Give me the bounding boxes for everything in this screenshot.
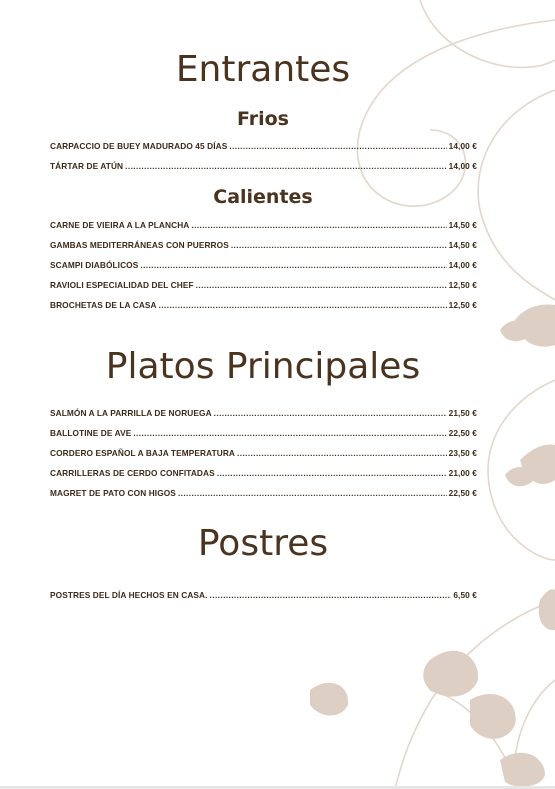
dish-price: 14,00 € bbox=[448, 161, 477, 171]
dish-name: BROCHETAS DE LA CASA bbox=[50, 300, 157, 310]
dot-leader bbox=[191, 220, 446, 230]
section-title-platos-principales: Platos Principales bbox=[105, 346, 421, 387]
menu-item bbox=[50, 468, 477, 488]
dish-price: 12,50 € bbox=[448, 280, 477, 290]
dish-price: 23,50 € bbox=[448, 448, 477, 458]
dot-leader bbox=[229, 141, 446, 151]
dot-leader bbox=[140, 260, 446, 270]
dish-price: 21,00 € bbox=[448, 468, 477, 478]
dish-price: 14,00 € bbox=[448, 260, 477, 270]
dish-price: 12,50 € bbox=[448, 300, 477, 310]
menu-item bbox=[50, 260, 477, 280]
subsection-title-frios: Frios bbox=[236, 108, 289, 130]
dish-name: BALLOTINE DE AVE bbox=[50, 428, 132, 438]
menu-item bbox=[50, 408, 477, 428]
dot-leader bbox=[159, 300, 447, 310]
dish-price: 22,50 € bbox=[448, 488, 477, 498]
subsection-title-calientes: Calientes bbox=[213, 186, 313, 208]
dish-price: 14,00 € bbox=[448, 141, 477, 151]
dot-leader bbox=[196, 280, 447, 290]
dish-name: CARNE DE VIEIRA A LA PLANCHA bbox=[50, 220, 190, 230]
dish-name: SALMÓN A LA PARRILLA DE NORUEGA bbox=[50, 408, 212, 418]
dish-price: 21,50 € bbox=[448, 408, 477, 418]
dish-name: TÁRTAR DE ATÚN bbox=[50, 161, 124, 171]
menu-item bbox=[50, 141, 477, 161]
section-title-postres: Postres bbox=[197, 523, 329, 564]
dish-price: 6,50 € bbox=[453, 590, 477, 600]
dot-leader bbox=[214, 408, 447, 418]
dot-leader bbox=[237, 448, 447, 458]
menu-item bbox=[50, 448, 477, 468]
dish-price: 22,50 € bbox=[448, 428, 477, 438]
menu-item bbox=[50, 300, 477, 320]
dot-leader bbox=[217, 468, 447, 478]
menu-item bbox=[50, 428, 477, 448]
dish-name: RAVIOLI ESPECIALIDAD DEL CHEF bbox=[50, 280, 194, 290]
menu-list-frios bbox=[50, 141, 477, 181]
section-title-entrantes: Entrantes bbox=[175, 49, 351, 90]
menu-list-calientes bbox=[50, 220, 477, 320]
menu-item bbox=[50, 590, 477, 610]
menu-item bbox=[50, 240, 477, 260]
dot-leader bbox=[133, 428, 446, 438]
menu-item bbox=[50, 488, 477, 508]
dish-name: GAMBAS MEDITERRÁNEAS CON PUERROS bbox=[50, 240, 229, 250]
dish-name: CARRILLERAS DE CERDO CONFITADAS bbox=[50, 468, 215, 478]
dish-name: POSTRES DEL DÍA HECHOS EN CASA. bbox=[50, 590, 208, 600]
menu-item bbox=[50, 161, 477, 181]
dish-name: SCAMPI DIABÓLICOS bbox=[50, 260, 139, 270]
menu-list-platos-principales bbox=[50, 408, 477, 508]
dish-name: MAGRET DE PATO CON HIGOS bbox=[50, 488, 176, 498]
dot-leader bbox=[178, 488, 447, 498]
dish-price: 14,50 € bbox=[448, 220, 477, 230]
dish-name: CORDERO ESPAÑOL A BAJA TEMPERATURA bbox=[50, 448, 236, 458]
menu-item bbox=[50, 280, 477, 300]
dish-price: 14,50 € bbox=[448, 240, 477, 250]
dish-name: CARPACCIO DE BUEY MADURADO 45 DÍAS bbox=[50, 141, 228, 151]
dot-leader bbox=[231, 240, 447, 250]
menu-list-postres bbox=[50, 590, 477, 610]
menu-item bbox=[50, 220, 477, 240]
dot-leader bbox=[125, 161, 446, 171]
dot-leader bbox=[210, 590, 452, 600]
